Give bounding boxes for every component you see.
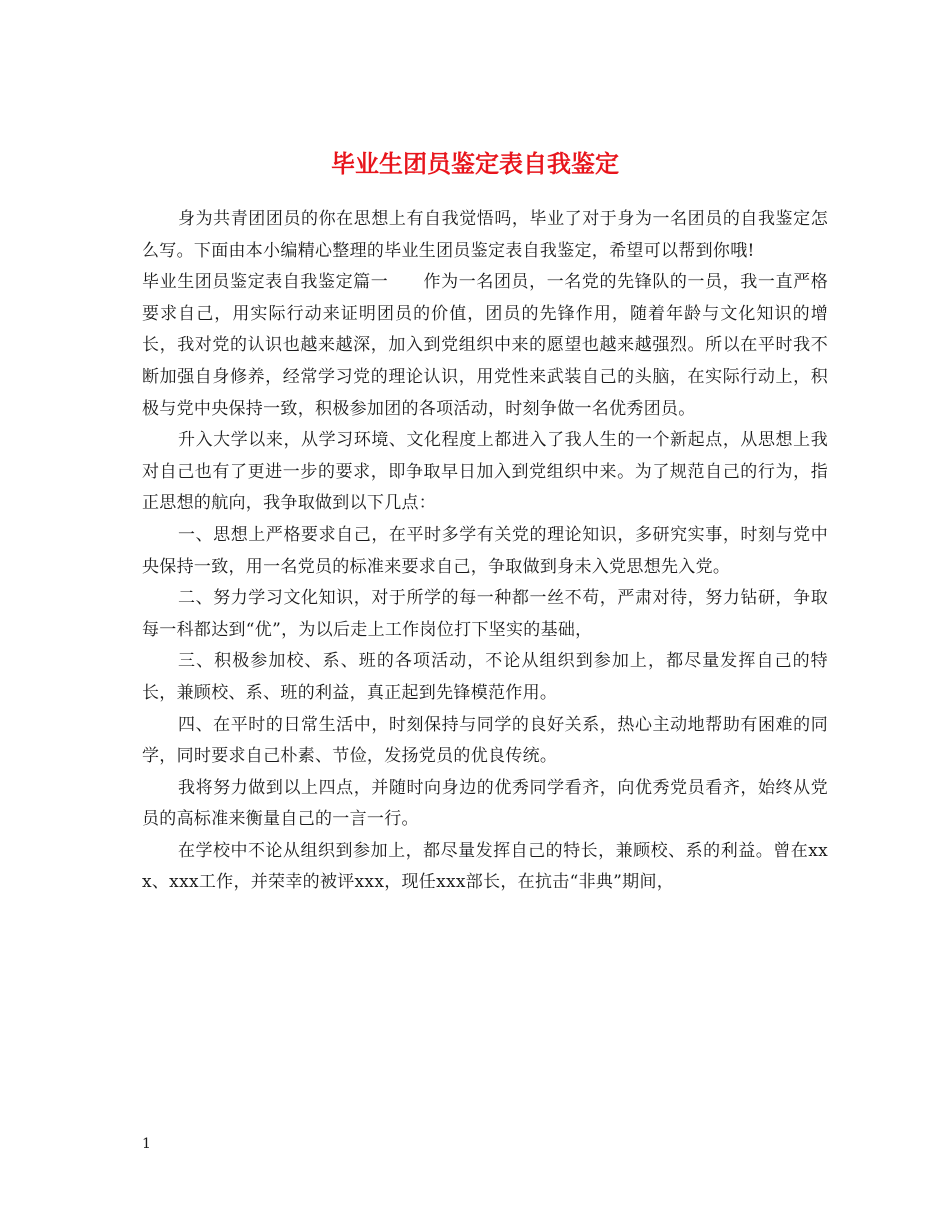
point-two-paragraph: 二、努力学习文化知识，对于所学的每一种都一丝不苟，严肃对待，努力钻研，争取每一科都达到“优”，为以后走上工作岗位打下坚实的基础， [142, 588, 828, 640]
page-title: 毕业生团员鉴定表自我鉴定 [331, 149, 619, 179]
document-body [142, 204, 828, 899]
point-one-paragraph: 一、思想上严格要求自己，在平时多学有关党的理论知识，多研究实事，时刻与党中央保持一致，用一名党员的标准来要求自己，争取做到身未入党思想先入党。 [142, 524, 828, 577]
school-activity-paragraph: 在学校中不论从组织到参加上，都尽量发挥自己的特长，兼顾校、系的利益。曾在xxx、xxx工作，并荣幸的被评xxx，现任xxx部长，在抗击“非典”期间， [142, 840, 828, 893]
body-paragraph: 升入大学以来，从学习环境、文化程度上都进入了我人生的一个新起点，从思想上我对自己也有了更进一步的要求，即争取早日加入到党组织中来。为了规范自己的行为，指正思想的航向，我争取做到以下几点： [142, 430, 828, 514]
intro-paragraph: 身为共青团团员的你在思想上有自我觉悟吗，毕业了对于身为一名团员的自我鉴定怎么写。下面由本小编精心整理的毕业生团员鉴定表自我鉴定，希望可以帮到你哦! [142, 209, 828, 261]
page-number: 1 [142, 1136, 151, 1152]
section-one-paragraph: 毕业生团员鉴定表自我鉴定篇一 作为一名团员，一名党的先锋队的一员，我一直严格要求自己，用实际行动来证明团员的价值，团员的先锋作用，随着年龄与文化知识的增长，我对党的认识也越来越深，加入到党组织中来的愿望也越来越强烈。所以在平时我不断加强自身修养，经常学习党的理论认识，用党性来武装自己的头脑，在实际行动上，积极与党中央保持一致，积极参加团的各项活动，时刻争做一名优秀团员。 [142, 272, 828, 419]
point-four-paragraph: 四、在平时的日常生活中，时刻保持与同学的良好关系，热心主动地帮助有困难的同学，同时要求自己朴素、节俭，发扬党员的优良传统。 [142, 714, 828, 767]
commitment-paragraph: 我将努力做到以上四点，并随时向身边的优秀同学看齐，向优秀党员看齐，始终从党员的高标准来衡量自己的一言一行。 [142, 777, 828, 830]
point-three-paragraph: 三、积极参加校、系、班的各项活动，不论从组织到参加上，都尽量发挥自己的特长，兼顾校、系、班的利益，真正起到先锋模范作用。 [142, 651, 828, 703]
